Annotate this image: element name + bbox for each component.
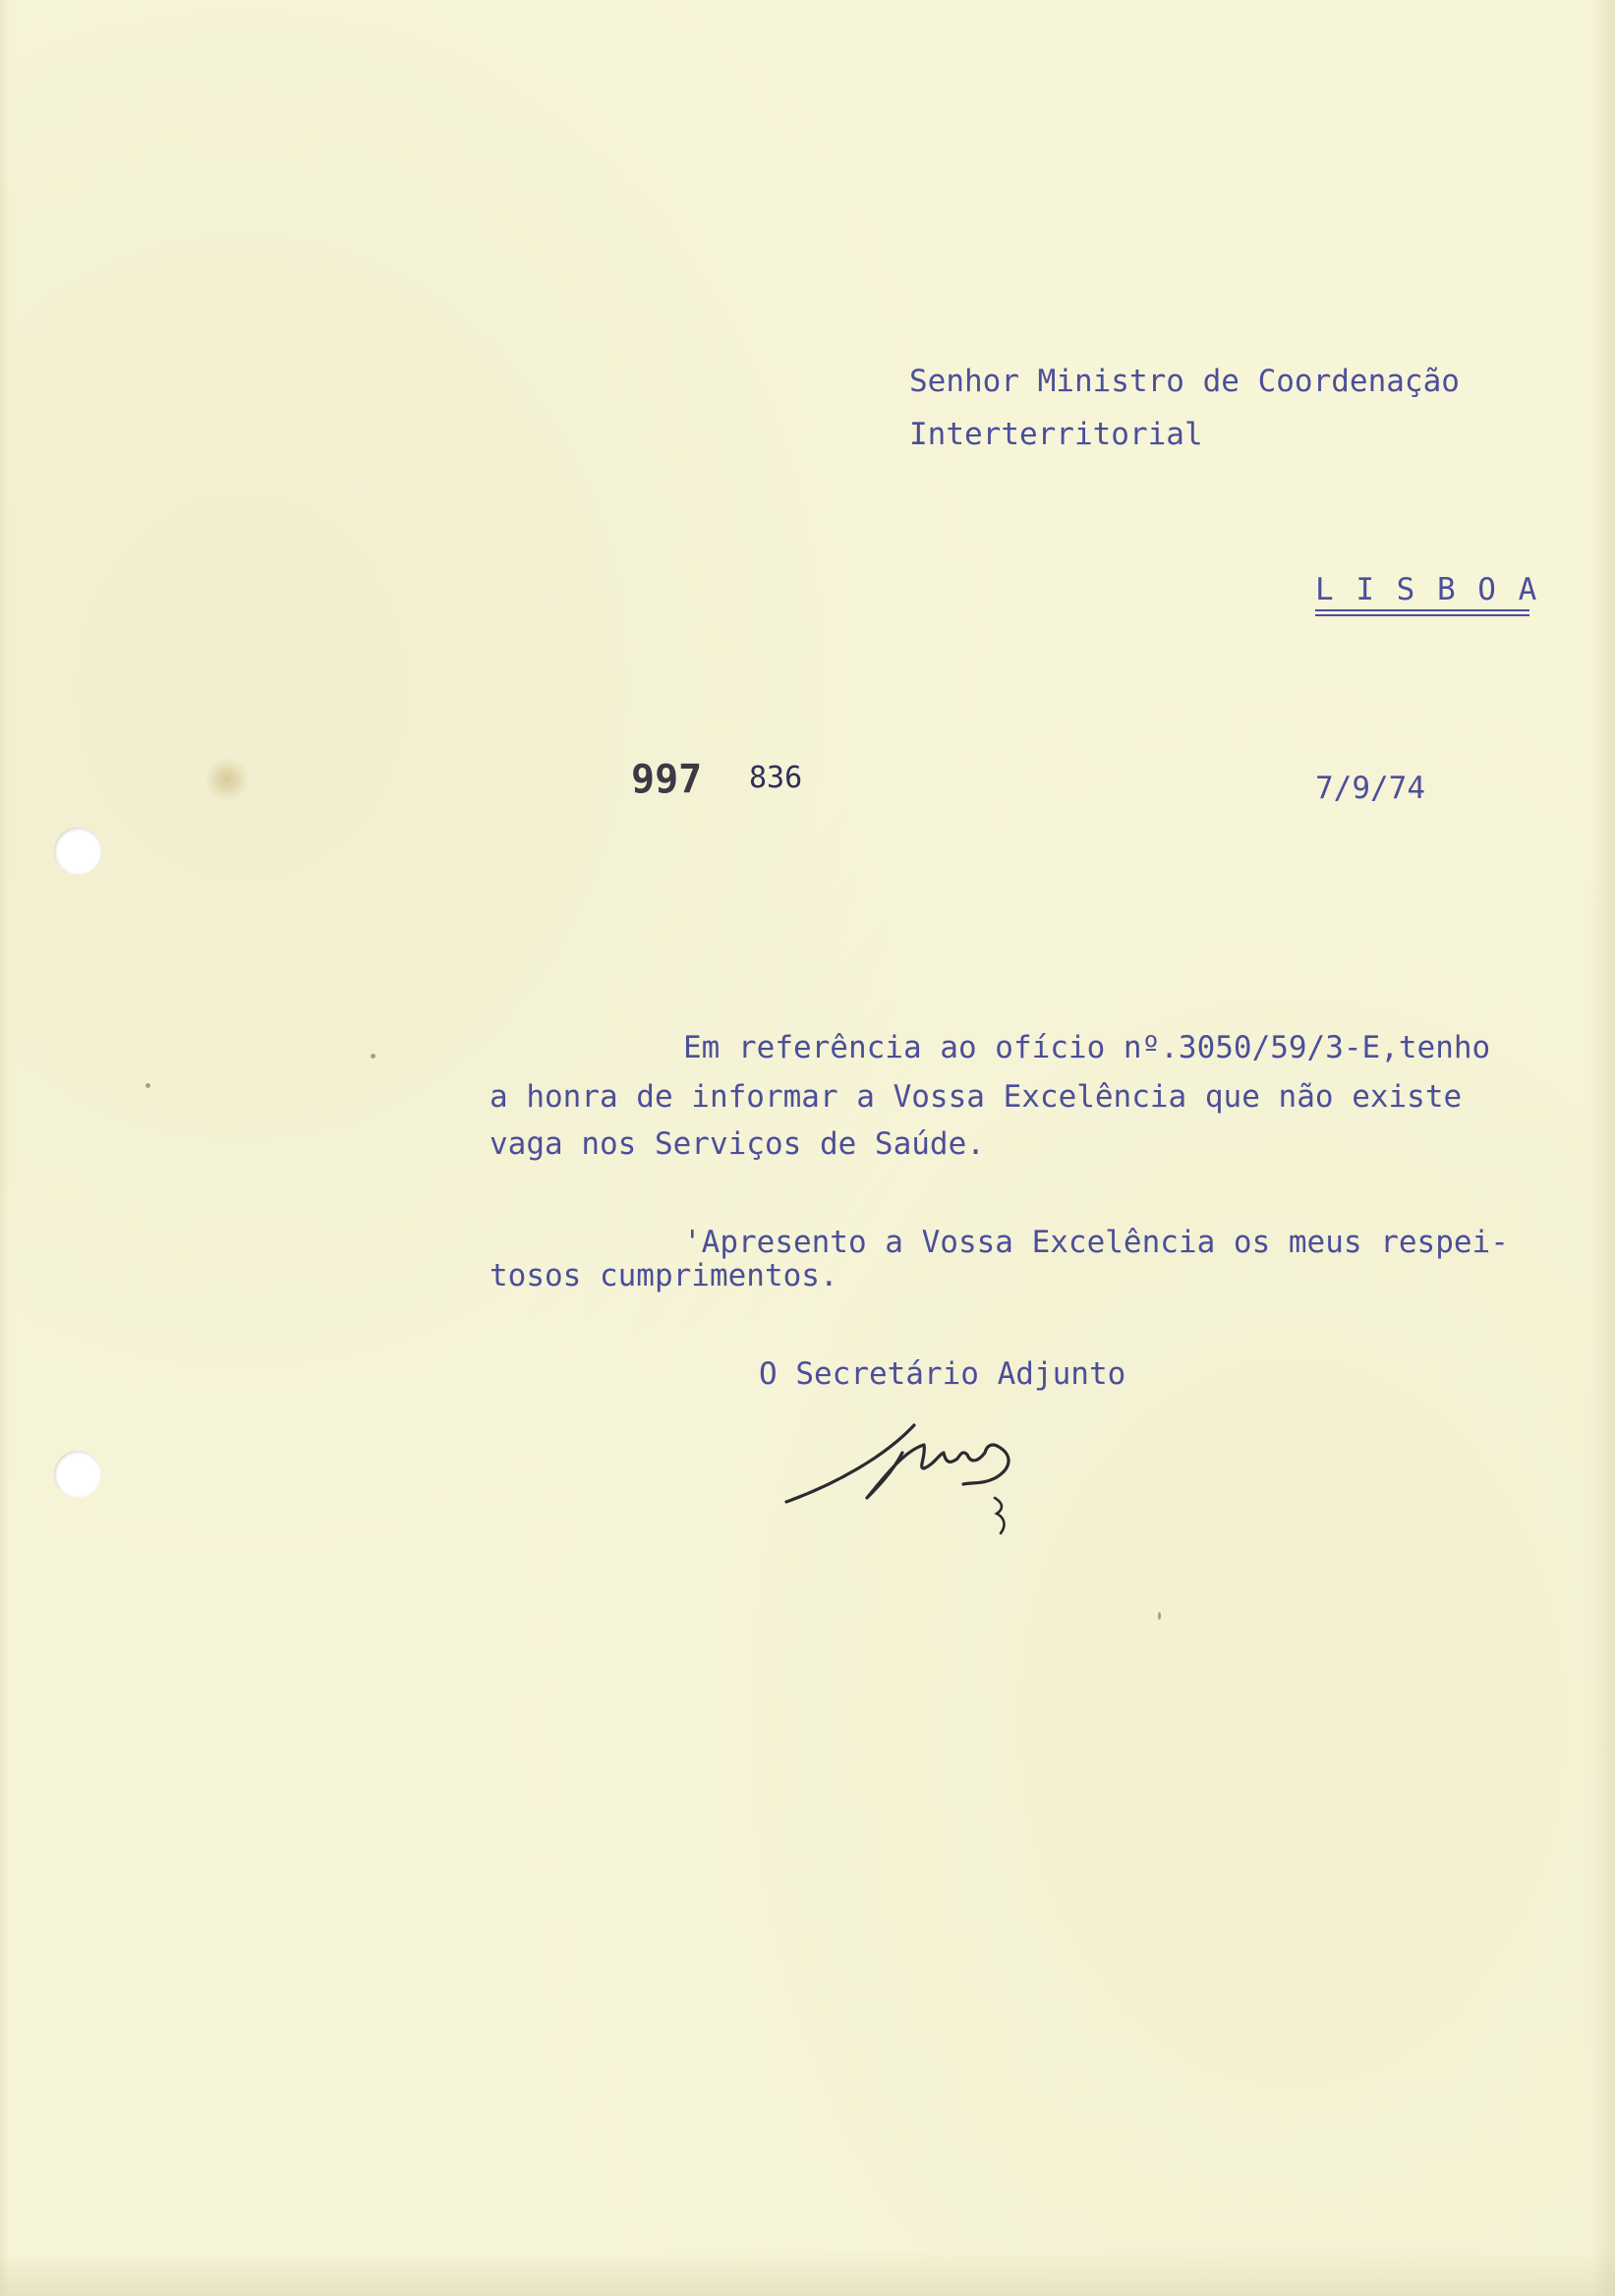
stamp-number: 997 — [631, 757, 703, 802]
paper-speck — [1158, 1612, 1161, 1620]
paper-stain — [204, 757, 250, 802]
punch-hole-top — [54, 828, 101, 875]
punch-hole-bottom — [54, 1451, 101, 1498]
handwritten-signature — [777, 1396, 1091, 1543]
body-paragraph-2-line-1: 'Apresento a Vossa Excelência os meus respei- — [683, 1225, 1509, 1260]
paper-speck — [371, 1054, 375, 1059]
body-paragraph-1-line-1: Em referência ao ofício nº.3050/59/3-E,tenho — [683, 1030, 1491, 1065]
city-double-underline — [1315, 609, 1529, 616]
body-paragraph-1-line-3: vaga nos Serviços de Saúde. — [490, 1126, 985, 1162]
body-paragraph-1-line-2: a honra de informar a Vossa Excelência que não existe — [490, 1079, 1463, 1115]
body-paragraph-2-line-2: tosos cumprimentos. — [490, 1258, 838, 1293]
addressee-city: L I S B O A — [1315, 572, 1539, 607]
paper-speck — [145, 1083, 150, 1088]
closing-title: O Secretário Adjunto — [759, 1356, 1126, 1392]
reference-number: 836 — [749, 761, 803, 795]
addressee-line-2: Interterritorial — [909, 417, 1203, 452]
letter-date: 7/9/74 — [1315, 771, 1425, 806]
addressee-line-1: Senhor Ministro de Coordenação — [909, 364, 1460, 399]
